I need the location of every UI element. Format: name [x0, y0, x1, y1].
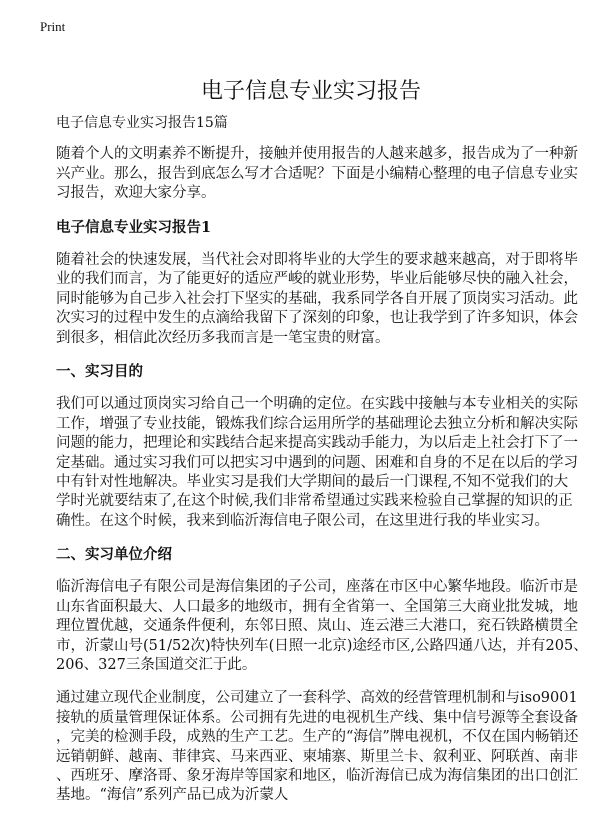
report1-paragraph	[56, 251, 578, 348]
text-line: 、西班牙、摩洛哥、象牙海岸等国家和地区，临沂海信已成为海信集团的出口创汇	[56, 768, 578, 784]
text-line: 学时光就要结束了,在这个时候,我们非常希望通过实践来检验自己掌握的知识的正	[56, 493, 573, 510]
text-line: 工作，增强了专业技能，锻炼我们综合运用所学的基础理论去独立分析和解决实际	[56, 415, 578, 432]
purpose-paragraph	[56, 395, 578, 531]
company-paragraph-1	[56, 578, 588, 675]
text-line: ，完美的检测手段，成熟的生产工艺。生产的“海信”牌电视机，不仅在国内畅销还	[56, 729, 579, 746]
text-line: 临沂海信电子有限公司是海信集团的子公司，座落在市区中心繁华地段。临沂市是	[56, 579, 578, 596]
document-body	[56, 78, 588, 820]
text-line: 我们可以通过顶岗实习给自己一个明确的定位。在实践中接触与本专业相关的实际	[56, 396, 578, 413]
text-line: 同时能够为自己步入社会打下坚实的基础，我系同学各自开展了顶岗实习活动。此	[56, 290, 578, 307]
text-line: 随着个人的文明素养不断提升，接触并使用报告的人越来越多，报告成为了一种新	[56, 146, 578, 163]
section-heading-report1: 电子信息专业实习报告1	[56, 218, 212, 236]
text-line: 理位置优越，交通条件便利，东邻日照、岚山、连云港三大港口，兖石铁路横贯全	[56, 618, 578, 635]
text-line: 206、327三条国道交汇于此。	[56, 657, 257, 674]
intro-paragraph	[56, 145, 578, 203]
print-link[interactable]: Print	[40, 19, 66, 34]
text-line: 兴产业。那么，报告到底怎么写才合适呢？下面是小编精心整理的电子信息专业实	[56, 165, 578, 182]
section-heading-purpose: 一、实习目的	[56, 362, 143, 380]
text-line: 确性。在这个时候，我来到临沂海信电子限公司，在这里进行我的毕业实习。	[56, 512, 549, 529]
text-line: 通过建立现代企业制度，公司建立了一套科学、高效的经营管理机制和与iso9001	[56, 690, 578, 707]
subtitle: 电子信息专业实习报告15篇	[56, 115, 228, 131]
text-line: 市，沂蒙山号(51/52次)特快列车(日照一北京)途经市区,公路四通八达，并有205、	[56, 637, 588, 654]
page-title: 电子信息专业实习报告	[200, 79, 421, 104]
text-line: 远销朝鲜、越南、菲律宾、马来西亚、柬埔寨、斯里兰卡、叙利亚、阿联酋、南非	[56, 748, 578, 765]
text-line: 业的我们而言，为了能更好的适应严峻的就业形势，毕业后能够尽快的融入社会，	[56, 271, 578, 288]
text-line: 随着社会的快速发展，当代社会对即将毕业的大学生的要求越来越高，对于即将毕	[56, 251, 578, 268]
text-line: 定基础。通过实习我们可以把实习中遇到的问题、困难和自身的不足在以后的学习	[56, 454, 578, 471]
text-line: 基地。“海信”系列产品已成为沂蒙人	[56, 787, 289, 804]
text-line: 山东省面积最大、人口最多的地级市，拥有全省第一、全国第三大商业批发城，地	[56, 598, 578, 615]
text-line: 次实习的过程中发生的点滴给我留下了深刻的印象，也让我学到了许多知识，体会	[56, 310, 578, 327]
section-heading-company: 二、实习单位介绍	[56, 546, 172, 564]
text-line: 中有针对性地解决。毕业实习是我们大学期间的最后一门课程,不知不觉我们的大	[56, 473, 569, 490]
text-line: 到很多，相信此次经历多我而言是一笔宝贵的财富。	[56, 329, 390, 346]
company-paragraph-2	[56, 689, 579, 805]
text-line: 问题的能力，把理论和实践结合起来提高实践动手能力，为以后走上社会打下了一	[56, 435, 578, 452]
text-line: 习报告，欢迎大家分享。	[56, 185, 216, 202]
text-line: 接轨的质量管理保证体系。公司拥有先进的电视机生产线、集中信号源等全套设备	[56, 709, 578, 726]
